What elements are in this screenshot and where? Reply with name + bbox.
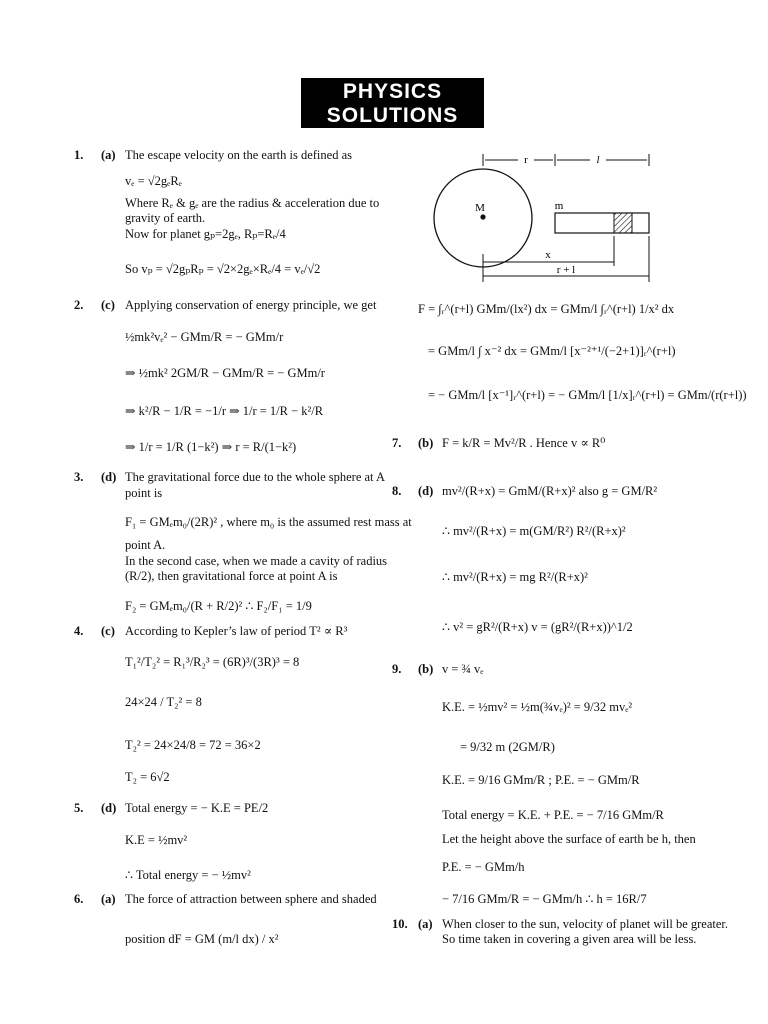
solution-line: gravity of earth.: [125, 211, 206, 225]
solution-line: Where Rₑ & gₑ are the radius & acceleration due to: [125, 196, 380, 210]
solution-equation: K.E. = ½mv² = ½m(¾vₑ)² = 9/32 mvₑ²: [442, 700, 633, 714]
page-title: [301, 78, 484, 128]
solution-line: So time taken in covering a given area will be less.: [442, 932, 697, 946]
solution-equation: Total energy = K.E. + P.E. = − 7/16 GMm/R: [442, 808, 664, 822]
solution-line: The escape velocity on the earth is defined as: [125, 148, 352, 162]
solution-line: (R/2), then gravitational force at point A is: [125, 569, 338, 583]
answer-option: (b): [418, 436, 434, 450]
label-l: l: [596, 154, 600, 166]
solution-equation: ⇒ 1/r = 1/R (1−k²) ⇒ r = R/(1−k²): [125, 440, 297, 454]
solution-equation: ∴ Total energy = − ½mv²: [125, 868, 251, 882]
answer-option: (d): [418, 484, 434, 498]
answer-option: (a): [418, 917, 433, 931]
solution-equation: − 7/16 GMm/R = − GMm/h ∴ h = 16R/7: [442, 892, 647, 906]
solution-equation: ∴ mv²/(R+x) = m(GM/R²) R²/(R+x)²: [442, 524, 626, 538]
solution-equation: F₂ = GMₑm₀/(R + R/2)² ∴ F₂/F₁ = 1/9: [125, 599, 312, 613]
solution-equation: position dF = GM (m/l dx) / x²: [125, 932, 279, 946]
title-line-2: SOLUTIONS: [326, 104, 459, 127]
solution-equation: ∴ v² = gR²/(R+x) v = (gR²/(R+x))^1/2: [442, 620, 633, 634]
shaded-element: [614, 213, 632, 233]
question-number: 1.: [74, 148, 84, 162]
solution-equation: v = ¾ vₑ: [442, 662, 484, 676]
solution-equation: 24×24 / T₂² = 8: [125, 695, 202, 709]
question-number: 7.: [392, 436, 402, 450]
solution-equation: K.E = ½mv²: [125, 833, 188, 847]
answer-option: (d): [101, 801, 117, 815]
solution-equation: ⇒ k²/R − 1/R = −1/r ⇒ 1/r = 1/R − k²/R: [125, 404, 324, 418]
question-number: 8.: [392, 484, 402, 498]
solution-equation: F = ∫ᵣ^(r+l) GMm/(lx²) dx = GMm/l ∫ᵣ^(r+l) 1/x² dx: [418, 302, 675, 316]
solution-line: point is: [125, 486, 163, 500]
solution-equation: ⇒ ½mk² 2GM/R − GMm/R = − GMm/r: [125, 366, 325, 380]
question-number: 2.: [74, 298, 84, 312]
solution-line: Applying conservation of energy principle, we get: [125, 298, 377, 312]
rod-outline: [555, 213, 649, 233]
answer-option: (c): [101, 298, 115, 312]
question-number: 5.: [74, 801, 84, 815]
question-number: 10.: [392, 917, 408, 931]
solution-equation: T₂² = 24×24/8 = 72 = 36×2: [125, 738, 261, 752]
solution-equation: Total energy = − K.E = PE/2: [125, 801, 269, 815]
solution-line: Let the height above the surface of earth be h, then: [442, 832, 696, 846]
solution-equation: ½mk²vₑ² − GMm/R = − GMm/r: [125, 330, 284, 344]
solution-equation: F = k/R = Mv²/R . Hence v ∝ R⁰: [442, 436, 606, 450]
answer-option: (d): [101, 470, 117, 484]
solution-equation: F₁ = GMₑm₀/(2R)² , where m₀ is the assumed rest mass at: [125, 515, 412, 529]
solution-line: point A.: [125, 538, 166, 552]
solution-equation: P.E. = − GMm/h: [442, 860, 525, 874]
question-number: 3.: [74, 470, 84, 484]
solution-equation: = GMm/l ∫ x⁻² dx = GMm/l [x⁻²⁺¹/(−2+1)]ᵣ^(r+l): [428, 344, 676, 358]
label-m: m: [554, 200, 564, 212]
sphere-center-dot: [480, 214, 485, 219]
solution-equation: vₑ = √2gₑRₑ: [125, 174, 182, 188]
solution-line: In the second case, when we made a cavity of radius: [125, 554, 388, 568]
question-number: 6.: [74, 892, 84, 906]
question-number: 4.: [74, 624, 84, 638]
answer-option: (b): [418, 662, 434, 676]
label-M: M: [475, 202, 485, 214]
answer-option: (c): [101, 624, 115, 638]
answer-option: (a): [101, 892, 116, 906]
label-r: r: [524, 154, 528, 166]
solution-equation: = 9/32 m (2GM/R): [460, 740, 555, 754]
solution-equation: T₂ = 6√2: [125, 770, 170, 784]
solution-equation: T₁²/T₂² = R₁³/R₂³ = (6R)³/(3R)³ = 8: [125, 655, 300, 669]
sphere-rod-diagram: [430, 150, 660, 290]
solution-equation: ∴ mv²/(R+x) = mg R²/(R+x)²: [442, 570, 588, 584]
solution-equation: = − GMm/l [x⁻¹]ᵣ^(r+l) = − GMm/l [1/x]ᵣ^(r+l) = GMm/(r(r+l)): [428, 388, 747, 402]
solution-line: Now for planet gₚ=2gₑ, Rₚ=Rₑ/4: [125, 227, 286, 241]
solution-equation: So vₚ = √2gₚRₚ = √2×2gₑ×Rₑ/4 = vₑ/√2: [125, 262, 321, 276]
solution-line: According to Kepler’s law of period T² ∝ R³: [125, 624, 348, 638]
solution-equation: mv²/(R+x) = GmM/(R+x)² also g = GM/R²: [442, 484, 658, 498]
solution-line: The gravitational force due to the whole sphere at A: [125, 470, 385, 484]
solution-line: The force of attraction between sphere and shaded: [125, 892, 377, 906]
solution-line: When closer to the sun, velocity of planet will be greater.: [442, 917, 729, 931]
label-x: x: [545, 249, 551, 261]
solution-equation: K.E. = 9/16 GMm/R ; P.E. = − GMm/R: [442, 773, 640, 787]
answer-option: (a): [101, 148, 116, 162]
label-r-plus-l: r + l: [556, 264, 576, 276]
title-line-1: PHYSICS: [342, 80, 443, 103]
question-number: 9.: [392, 662, 402, 676]
